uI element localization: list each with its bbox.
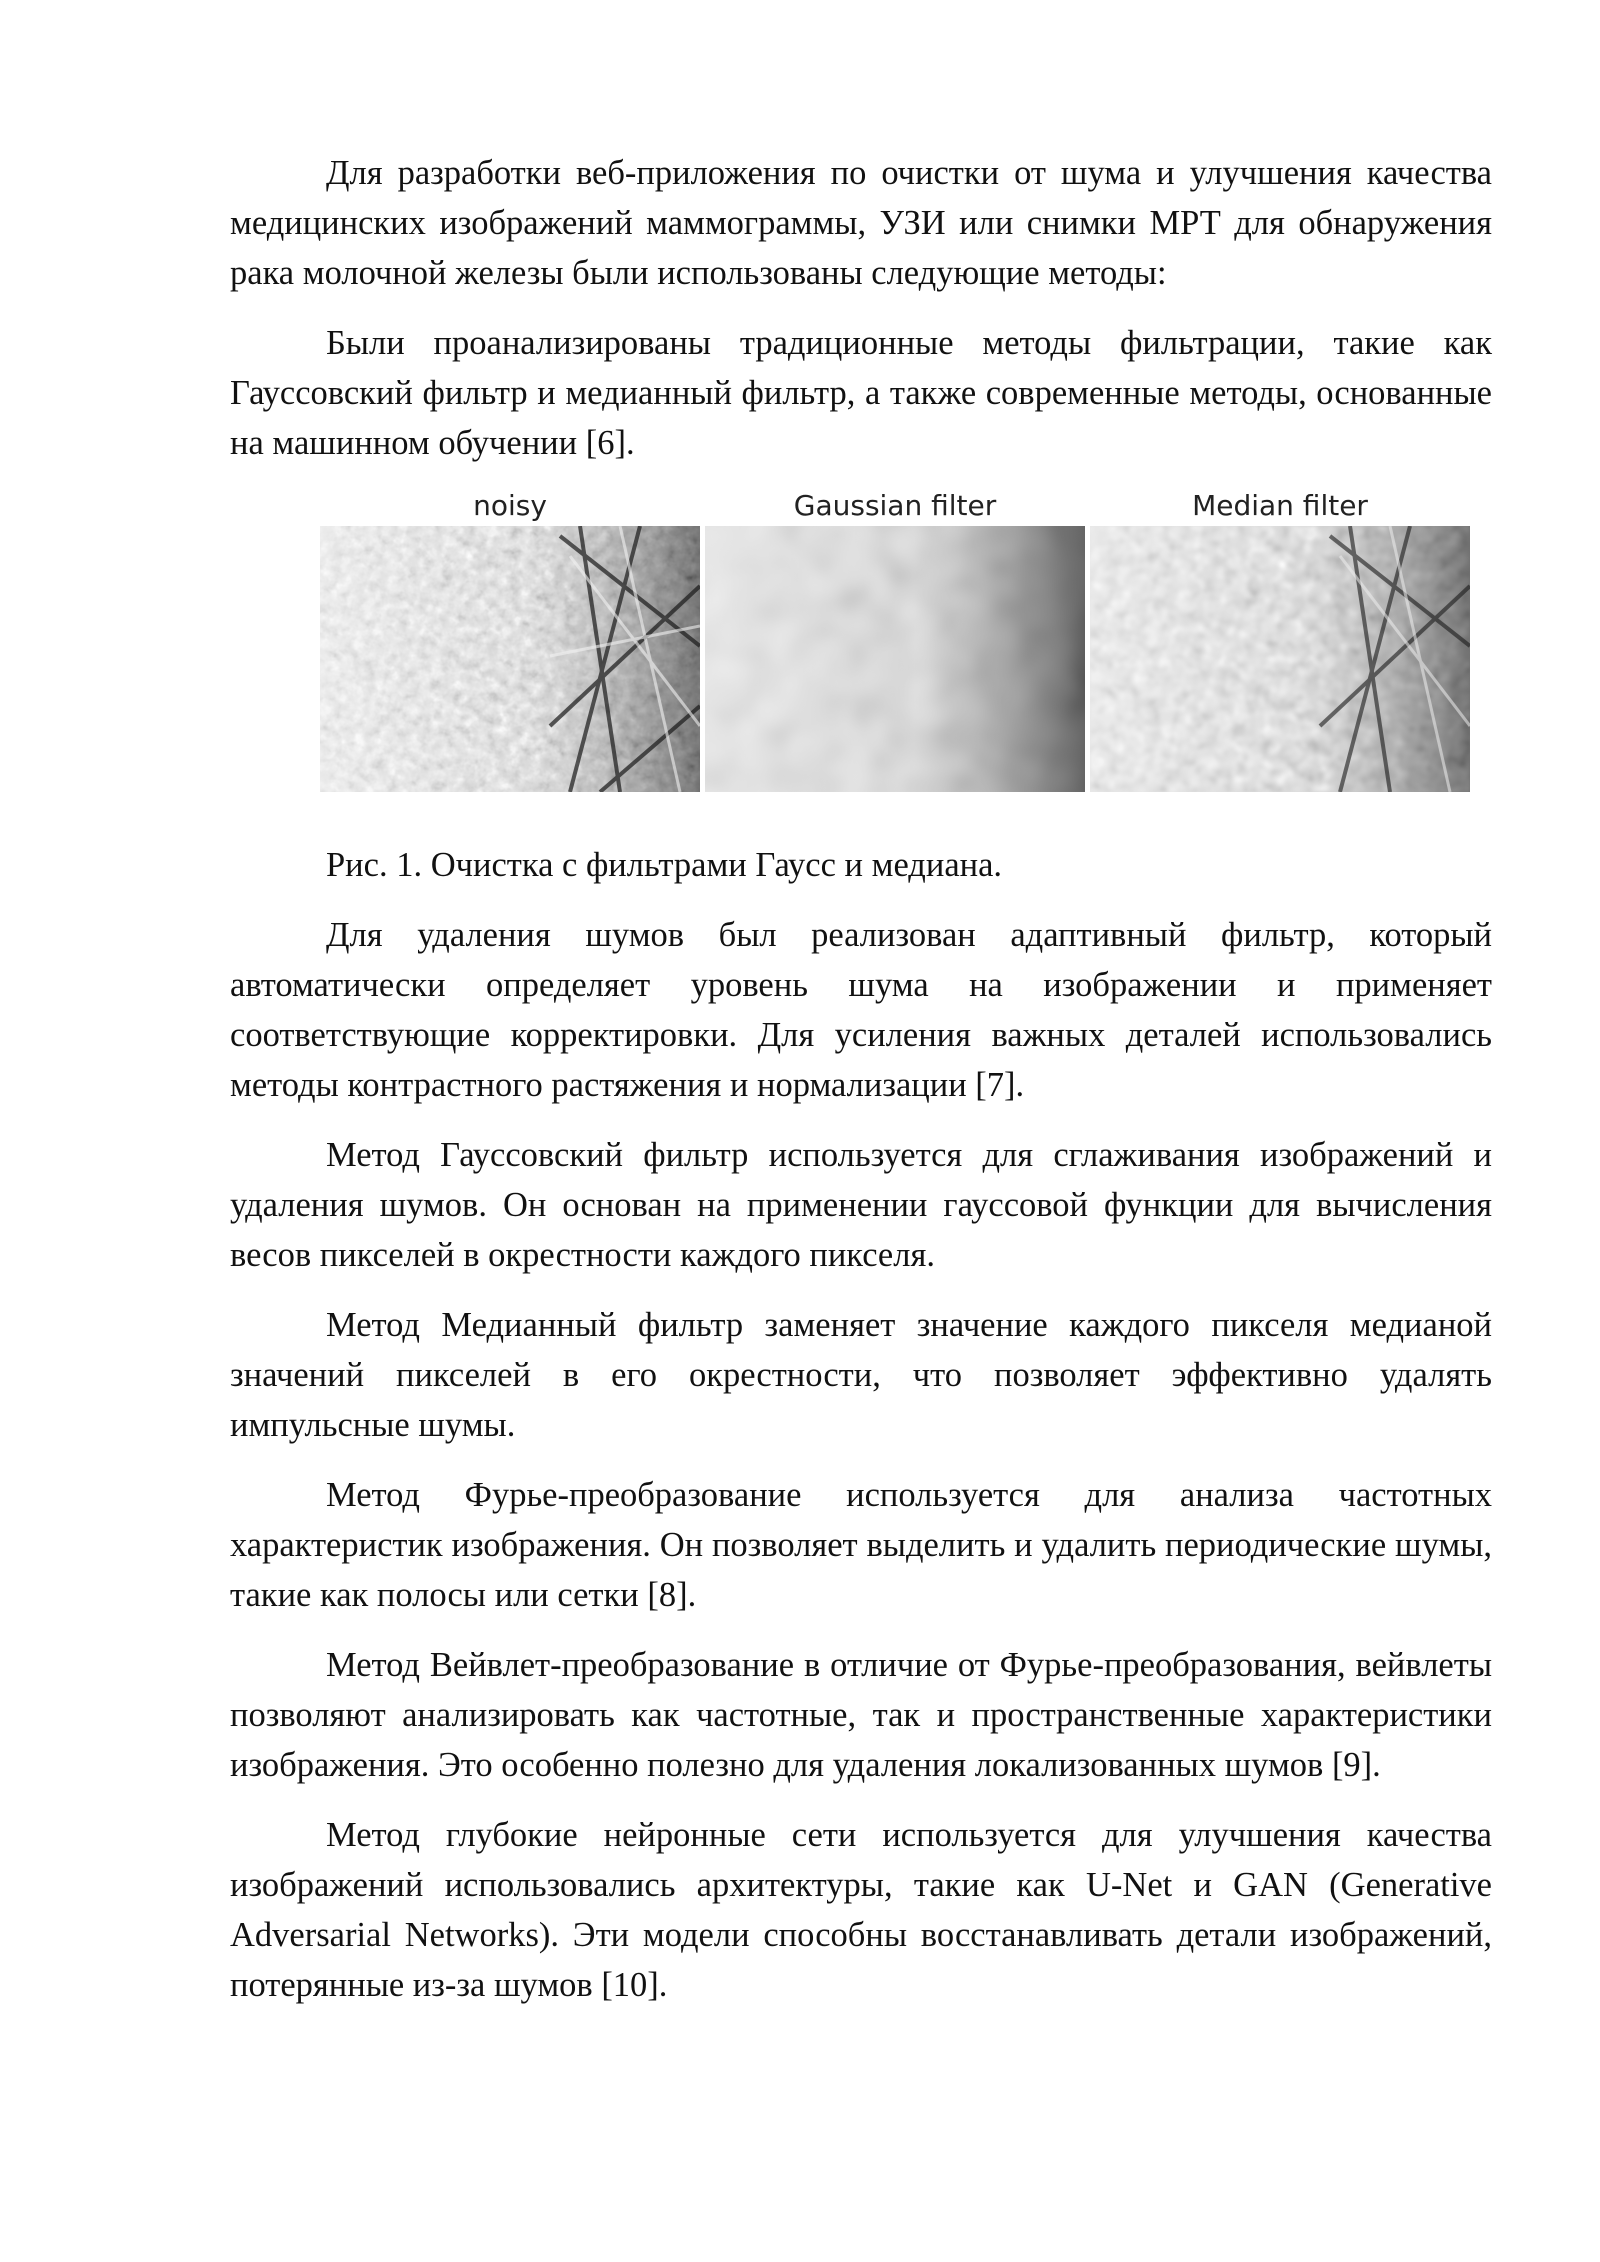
- panel-title-noisy: noisy: [473, 489, 547, 522]
- noisy-image: [320, 526, 700, 792]
- paragraph-fourier: Метод Фурье-преобразование используется для анализа частотных характеристик изображения. Он позволяет выделить и удалить периодические шумы, такие как полосы или сетки [8].: [230, 1476, 1492, 1614]
- figure-filter-comparison: [230, 488, 1492, 818]
- paragraph-methods-overview: Были проанализированы традиционные методы фильтрации, такие как Гауссовский фильтр и медианный фильтр, а также современные методы, основанные на машинном обучении [6].: [230, 324, 1492, 462]
- paragraph-wavelet: Метод Вейвлет-преобразование в отличие от Фурье-преобразования, вейвлеты позволяют анализировать как частотные, так и пространственные характеристики изображения. Это особенно полезно для удаления локализованных шумов [9].: [230, 1646, 1492, 1784]
- figure-panel-noisy: [320, 488, 700, 808]
- paragraph-gaussian: Метод Гауссовский фильтр используется для сглаживания изображений и удаления шумов. Он основан на применении гауссовой функции для вычисления весов пикселей в окрестности каждого пикселя.: [230, 1136, 1492, 1274]
- panel-title-median: Median filter: [1192, 489, 1368, 522]
- panel-title-gaussian: Gaussian filter: [793, 489, 997, 522]
- paragraph-neural-networks: Метод глубокие нейронные сети используется для улучшения качества изображений использовались архитектуры, такие как U-Net и GAN (Generative Adversarial Networks). Эти модели способны восстанавливать детали изображений, потерянные из-за шумов [10].: [230, 1816, 1492, 2004]
- gaussian-filtered-image: [705, 526, 1085, 792]
- paragraph-adaptive-filter: Для удаления шумов был реализован адаптивный фильтр, который автоматически определяет уровень шума на изображении и применяет соответствующие корректировки. Для усиления важных деталей использовались методы контрастного растяжения и нормализации [7].: [230, 916, 1492, 1104]
- document-page: [230, 148, 1492, 2030]
- paragraph-median: Метод Медианный фильтр заменяет значение каждого пикселя медианой значений пикселей в его окрестности, что позволяет эффективно удалять импульсные шумы.: [230, 1306, 1492, 1444]
- figure-caption: Рис. 1. Очистка с фильтрами Гаусс и медиана.: [326, 846, 1003, 884]
- figure-panel-median: [1090, 488, 1470, 808]
- figure-panel-gaussian: [705, 488, 1085, 808]
- paragraph-intro: Для разработки веб-приложения по очистки от шума и улучшения качества медицинских изображений маммограммы, УЗИ или снимки МРТ для обнаружения рака молочной железы были использованы следующие методы:: [230, 154, 1492, 292]
- median-filtered-image: [1090, 526, 1470, 792]
